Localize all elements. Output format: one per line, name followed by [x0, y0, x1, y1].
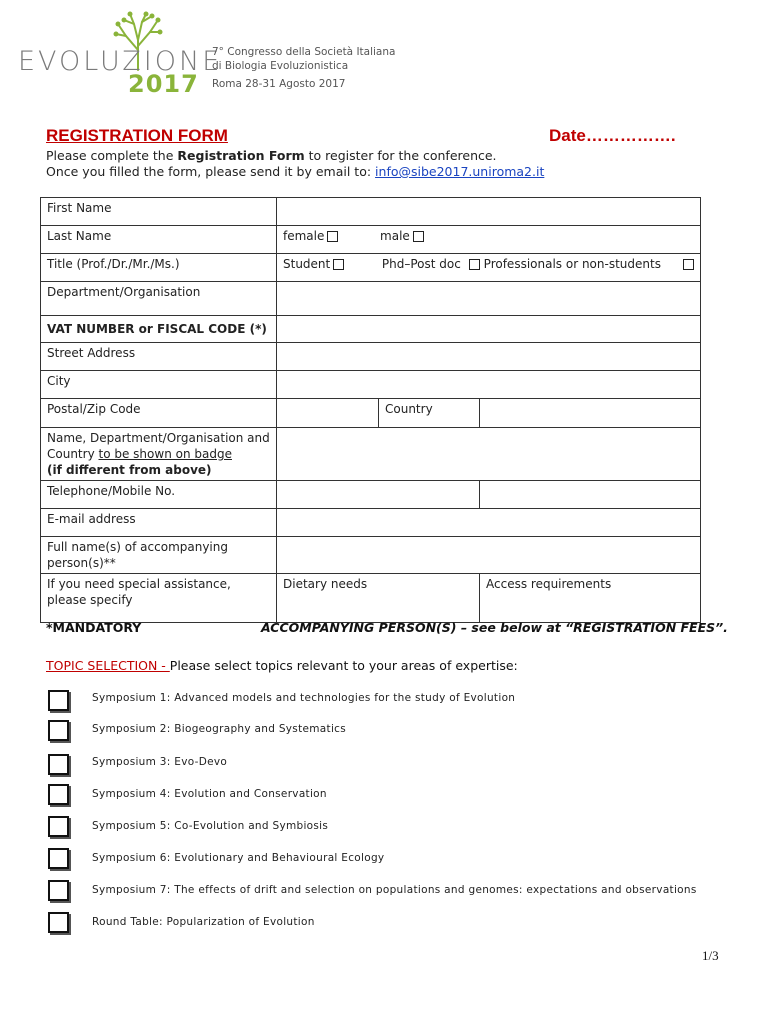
registration-table	[40, 197, 701, 623]
topic-item	[44, 878, 724, 902]
topic-item	[44, 752, 724, 776]
conference-name-line2: di Biologia Evoluzionistica	[212, 60, 349, 72]
gender-cell	[277, 226, 701, 254]
topic-selection-heading	[46, 658, 518, 673]
topic-item	[44, 910, 724, 934]
intro-line-2: Once you filled the form, please send it by email to: info@sibe2017.uniroma2.it	[46, 164, 545, 179]
topic-label: Symposium 1: Advanced models and technologies for the study of Evolution	[92, 692, 516, 704]
accompanying-input[interactable]	[277, 537, 701, 574]
conference-dates: Roma 28-31 Agosto 2017	[212, 78, 346, 90]
street-input[interactable]	[277, 343, 701, 371]
postal-input[interactable]	[277, 399, 379, 428]
special-assistance-label: If you need special assistance, please specify	[41, 574, 277, 623]
first-name-label: First Name	[41, 198, 277, 226]
accompanying-note: ACCOMPANYING PERSON(S) – see below at “REGISTRATION FEES”.	[261, 620, 728, 635]
country-input[interactable]	[480, 399, 701, 428]
badge-input[interactable]	[277, 428, 701, 481]
city-label: City	[41, 371, 277, 399]
telephone-input-2[interactable]	[480, 481, 701, 509]
first-name-input[interactable]	[277, 198, 701, 226]
accompanying-label: Full name(s) of accompanying person(s)**	[41, 537, 277, 574]
topic-item	[44, 688, 724, 712]
topic-label: Symposium 6: Evolutionary and Behavioural Ecology	[92, 852, 385, 864]
topic-checkbox[interactable]	[48, 880, 69, 901]
topic-label: Symposium 5: Co-Evolution and Symbiosis	[92, 820, 329, 832]
topic-item	[44, 782, 724, 806]
dietary-needs-field[interactable]: Dietary needs	[277, 574, 480, 623]
student-checkbox[interactable]	[333, 259, 344, 270]
page-number: 1/3	[702, 948, 719, 963]
conference-logo	[18, 10, 398, 102]
street-label: Street Address	[41, 343, 277, 371]
telephone-label: Telephone/Mobile No.	[41, 481, 277, 509]
topic-label: Symposium 7: The effects of drift and selection on populations and genomes: expectations and observations	[92, 884, 697, 896]
male-label: male	[380, 229, 410, 243]
intro-line-1: Please complete the Registration Form to register for the conference.	[46, 148, 497, 163]
topic-selection-instruction: Please select topics relevant to your areas of expertise:	[169, 658, 518, 673]
form-title: REGISTRATION FORM	[46, 126, 228, 145]
department-label: Department/Organisation	[41, 282, 277, 316]
topic-selection-label: TOPIC SELECTION -	[46, 658, 170, 673]
email-label: E-mail address	[41, 509, 277, 537]
topic-checkbox[interactable]	[48, 912, 69, 933]
topic-label: Round Table: Popularization of Evolution	[92, 916, 315, 928]
topic-checkbox[interactable]	[48, 848, 69, 869]
topic-item	[44, 814, 724, 838]
phd-label: Phd–Post doc	[381, 257, 461, 271]
department-input[interactable]	[277, 282, 701, 316]
topic-item	[44, 846, 724, 870]
badge-label: Name, Department/Organisation and Country to be shown on badge (if different from above)	[41, 428, 277, 481]
telephone-input[interactable]	[277, 481, 480, 509]
topic-label: Symposium 2: Biogeography and Systematics	[92, 723, 346, 735]
last-name-label: Last Name	[41, 226, 277, 254]
topic-checkbox[interactable]	[48, 690, 69, 711]
postal-label: Postal/Zip Code	[41, 399, 277, 428]
access-requirements-field[interactable]: Access requirements	[480, 574, 701, 623]
country-label: Country	[379, 399, 480, 428]
title-label: Title (Prof./Dr./Mr./Ms.)	[41, 254, 277, 282]
topic-label: Symposium 4: Evolution and Conservation	[92, 788, 327, 800]
topic-label: Symposium 3: Evo-Devo	[92, 756, 228, 768]
vat-label: VAT NUMBER or FISCAL CODE (*)	[41, 316, 277, 343]
topic-checkbox[interactable]	[48, 784, 69, 805]
email-link[interactable]: info@sibe2017.uniroma2.it	[375, 164, 545, 179]
professionals-label: Professionals or non-students	[483, 257, 661, 271]
logo-year: 2017	[128, 70, 199, 98]
city-input[interactable]	[277, 371, 701, 399]
mandatory-note: *MANDATORY	[46, 620, 142, 635]
email-input[interactable]	[277, 509, 701, 537]
topic-item	[44, 718, 724, 742]
topic-checkbox[interactable]	[48, 754, 69, 775]
phd-checkbox[interactable]	[469, 259, 480, 270]
topic-checkbox[interactable]	[48, 720, 69, 741]
topic-checkbox[interactable]	[48, 816, 69, 837]
male-checkbox[interactable]	[413, 231, 424, 242]
female-checkbox[interactable]	[327, 231, 338, 242]
vat-input[interactable]	[277, 316, 701, 343]
student-label: Student	[283, 257, 331, 271]
female-label: female	[283, 229, 325, 243]
date-label: Date…………….	[549, 126, 676, 145]
status-cell	[277, 254, 701, 282]
logo-wordmark: EVOLUZIONE	[18, 46, 223, 77]
professionals-checkbox[interactable]	[683, 259, 694, 270]
conference-name-line1: 7° Congresso della Società Italiana	[212, 46, 396, 58]
